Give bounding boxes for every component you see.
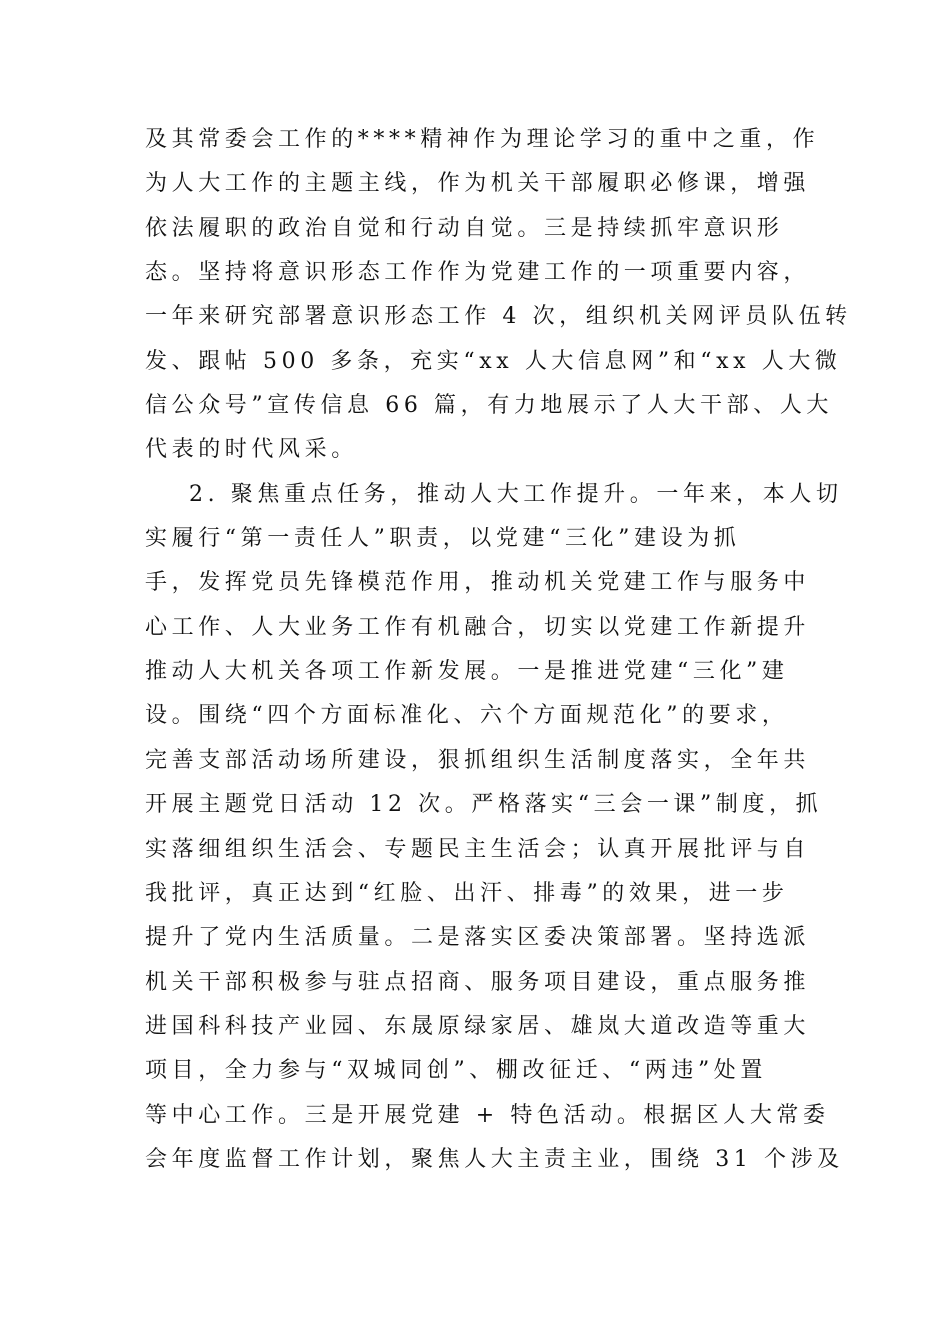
text-line: 一年来研究部署意识形态工作 4 次，组织机关网评员队伍转 — [145, 304, 852, 330]
text-line: 提升了党内生活质量。二是落实区委决策部署。坚持选派 — [145, 925, 811, 951]
text-line: 态。坚持将意识形态工作作为党建工作的一项重要内容， — [145, 260, 811, 286]
text-line: 完善支部活动场所建设，狠抓组织生活制度落实，全年共 — [145, 747, 811, 773]
text-line: 及其常委会工作的****精神作为理论学习的重中之重，作 — [145, 127, 820, 152]
paragraph-ideology-work — [145, 118, 852, 473]
text-line: 为人大工作的主题主线，作为机关干部履职必修课，增强 — [145, 171, 811, 197]
text-line: 心工作、人大业务工作有机融合，切实以党建工作新提升 — [145, 614, 811, 640]
text-line: 会年度监督工作计划，聚焦人大主责主业，围绕 31 个涉及 — [145, 1146, 844, 1172]
document-body — [145, 118, 852, 1182]
text-line: 代表的时代风采。 — [145, 437, 358, 463]
text-line: 机关干部积极参与驻点招商、服务项目建设，重点服务推 — [145, 969, 811, 995]
text-line: 开展主题党日活动 12 次。严格落实“三会一课”制度，抓 — [145, 792, 823, 818]
paragraph-key-tasks — [145, 473, 844, 1183]
text-line: 设。围绕“四个方面标准化、六个方面规范化”的要求， — [145, 703, 789, 729]
text-line: 发、跟帖 500 多条，充实“xx 人大信息网”和“xx 人大微 — [145, 348, 842, 374]
paragraph-heading-line: 2. 聚焦重点任务，推动人大工作提升。一年来，本人切 — [189, 481, 843, 507]
text-line: 手，发挥党员先锋模范作用，推动机关党建工作与服务中 — [145, 570, 811, 596]
text-line: 等中心工作。三是开展党建 + 特色活动。根据区人大常委 — [145, 1102, 830, 1128]
text-line: 信公众号”宣传信息 66 篇，有力地展示了人大干部、人大 — [145, 393, 834, 419]
text-line: 推动人大机关各项工作新发展。一是推进党建“三化”建 — [145, 659, 789, 685]
text-line: 实落细组织生活会、专题民主生活会；认真开展批评与自 — [145, 836, 811, 862]
text-line: 进国科科技产业园、东晟原绿家居、雄岚大道改造等重大 — [145, 1013, 811, 1039]
text-line: 项目，全力参与“双城同创”、棚改征迁、“两违”处置 — [145, 1058, 767, 1084]
text-line: 依法履职的政治自觉和行动自觉。三是持续抓牢意识形 — [145, 215, 784, 241]
text-line: 实履行“第一责任人”职责，以党建“三化”建设为抓 — [145, 526, 741, 552]
text-line: 我批评，真正达到“红脸、出汗、排毒”的效果，进一步 — [145, 880, 789, 906]
